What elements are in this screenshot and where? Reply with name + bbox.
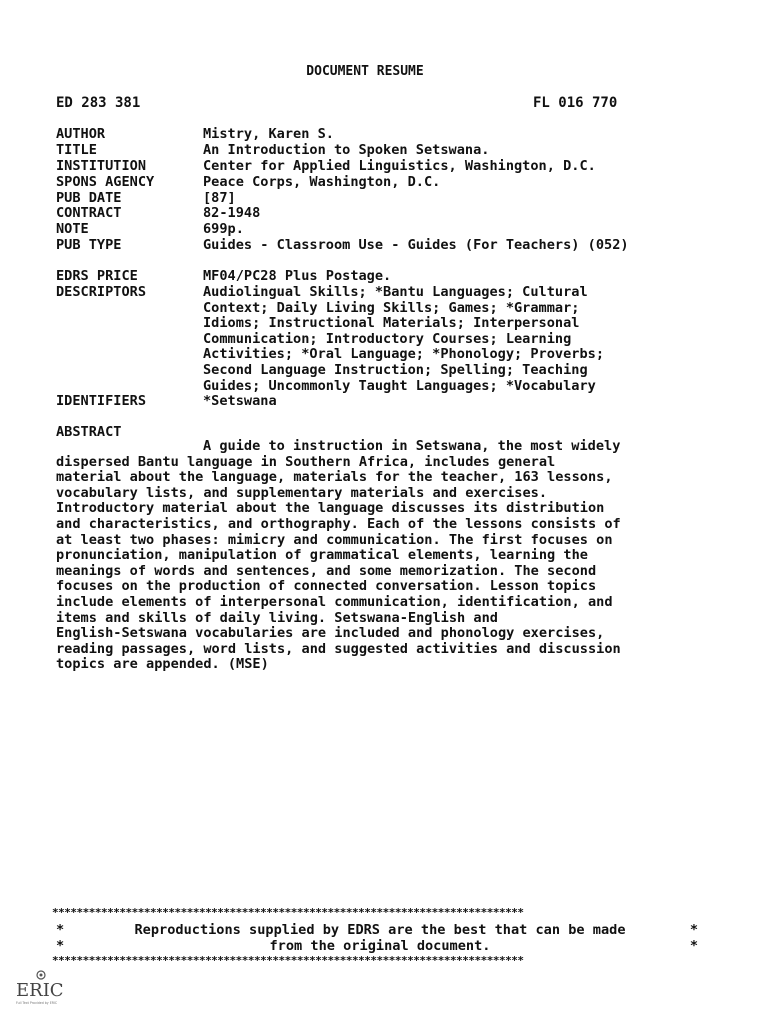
descriptor-line: Audiolingual Skills; *Bantu Languages; Cultural [203,284,588,300]
descriptor-line: Context; Daily Living Skills; Games; *Grammar; [203,299,580,316]
abstract-line: and characteristics, and orthography. Each of the lessons consists of [56,515,621,532]
abstract-line: include elements of interpersonal communication, identification, and [56,593,613,610]
field-label: PUB DATE [56,190,122,206]
abstract-line: reading passages, word lists, and suggested activities and discussion [56,640,621,657]
field-label: PUB TYPE [56,237,122,253]
field-value: MF04/PC28 Plus Postage. [203,268,392,284]
abstract-line: items and skills of daily living. Setswana-English and [56,609,498,626]
star-mark: * [689,938,698,954]
abstract-line: English-Setswana vocabularies are included and phonology exercises, [56,625,605,642]
abstract-line: Introductory material about the language discusses its distribution [56,500,605,517]
footer-text-2: from the original document. [269,938,491,954]
eric-logo-text: ERIC [16,980,64,1001]
field-label: DESCRIPTORS [56,284,147,300]
field-value: Center for Applied Linguistics, Washington, D.C. [203,158,596,174]
field-value: 82-1948 [203,205,261,221]
footer-star-border-top: ***************************************************************************** [52,906,524,919]
field-label: AUTHOR [56,126,106,142]
field-value: Guides - Classroom Use - Guides (For Teachers) (052) [203,237,629,253]
abstract-line: topics are appended. (MSE) [56,656,269,673]
abstract-line: focuses on the production of connected conversation. Lesson topics [56,578,597,595]
field-value: Mistry, Karen S. [203,126,334,142]
field-label: TITLE [56,142,97,158]
field-value [203,285,703,394]
star-mark: * [56,938,65,954]
footer-star-border-bottom: ***************************************************************************** [52,954,524,967]
field-value: [87] [203,190,236,206]
field-label: NOTE [56,221,89,237]
field-label: IDENTIFIERS [56,393,147,409]
field-value: *Setswana [203,393,277,409]
eric-logo-subtext: Full Text Provided by ERIC [16,1001,58,1005]
descriptor-line: Idioms; Instructional Materials; Interpersonal [203,315,580,332]
abstract-line: dispersed Bantu language in Southern Africa, includes general [56,453,556,470]
abstract-line: material about the language, materials for the teacher, 163 lessons, [56,469,613,486]
ed-number: ED 283 381 [56,95,141,111]
abstract-line: at least two phases: mimicry and communication. The first focuses on [56,531,613,548]
abstract-line: vocabulary lists, and supplementary materials and exercises. [56,484,548,501]
footer-text-1: Reproductions supplied by EDRS are the best that can be made [134,922,626,938]
field-value: An Introduction to Spoken Setswana. [203,142,490,158]
abstract-line: A guide to instruction in Setswana, the most widely [203,438,621,454]
abstract-body [56,439,696,673]
field-value: Peace Corps, Washington, D.C. [203,174,441,190]
star-mark: * [689,922,698,938]
field-label: INSTITUTION [56,158,147,174]
eric-logo [14,968,68,1008]
abstract-label: ABSTRACT [56,424,122,440]
field-label: CONTRACT [56,205,122,221]
abstract-line: pronunciation, manipulation of grammatical elements, learning the [56,547,588,564]
document-heading: DOCUMENT RESUME [306,64,424,79]
star-mark: * [56,922,65,938]
fl-number: FL 016 770 [533,95,618,111]
descriptor-line: Second Language Instruction; Spelling; Teaching [203,361,588,378]
field-label: SPONS AGENCY [56,174,155,190]
field-value: 699p. [203,221,244,237]
field-label: EDRS PRICE [56,268,138,284]
descriptor-line: Guides; Uncommonly Taught Languages; *Vocabulary [203,377,596,394]
descriptor-line: Communication; Introductory Courses; Learning [203,330,572,347]
descriptor-line: Activities; *Oral Language; *Phonology; Proverbs; [203,346,605,363]
abstract-line: meanings of words and sentences, and some memorization. The second [56,562,597,579]
